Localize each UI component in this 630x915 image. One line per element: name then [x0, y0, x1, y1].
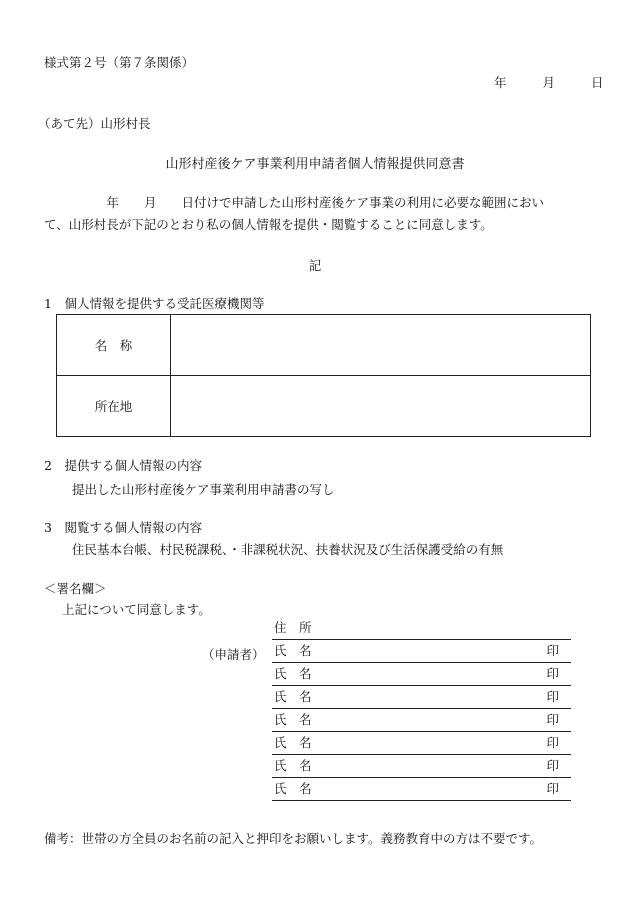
name-line[interactable] — [272, 689, 571, 709]
address-label: 住 所 — [274, 620, 312, 635]
name-line[interactable] — [272, 712, 571, 732]
address-line[interactable] — [272, 620, 571, 640]
name-line[interactable] — [272, 666, 571, 686]
date-field — [494, 77, 603, 90]
consent-text-line-1: 年 月 日付けで申請した山形村産後ケア事業の利用に必要な範囲におい — [44, 195, 545, 210]
name-line[interactable] — [272, 735, 571, 755]
name-label: 氏 名 — [274, 666, 312, 681]
name-label: 氏 名 — [274, 689, 312, 704]
seal-mark: 印 — [546, 735, 559, 750]
name-label: 氏 名 — [274, 712, 312, 727]
seal-mark: 印 — [546, 643, 559, 658]
addressee: （あて先）山形村長 — [38, 116, 151, 131]
institution-name-label: 名 称 — [57, 315, 171, 376]
name-line[interactable] — [272, 781, 571, 801]
seal-mark: 印 — [546, 781, 559, 796]
institution-address-field[interactable] — [171, 376, 591, 437]
section-2-content: 提出した山形村産後ケア事業利用申請書の写し — [72, 482, 335, 497]
table-row — [57, 315, 591, 376]
section-2-heading: 2 提供する個人情報の内容 — [44, 458, 202, 473]
institution-table — [56, 314, 591, 437]
institution-address-label: 所在地 — [57, 376, 171, 437]
seal-mark: 印 — [546, 758, 559, 773]
form-number: 様式第２号（第７条関係） — [44, 55, 195, 70]
signature-heading: ＜署名欄＞ — [44, 581, 107, 596]
section-1-heading: 1 個人情報を提供する受託医療機関等 — [44, 296, 265, 311]
name-label: 氏 名 — [274, 643, 312, 658]
name-label: 氏 名 — [274, 781, 312, 796]
section-3-content: 住民基本台帳、村民税課税、・非課税状況、扶養状況及び生活保護受給の有無 — [72, 542, 504, 557]
seal-mark: 印 — [546, 689, 559, 704]
seal-mark: 印 — [546, 666, 559, 681]
consent-text-line-2: て、山形村長が下記のとおり私の個人情報を提供・閲覧することに同意します。 — [44, 217, 493, 232]
remarks-note: 備考：世帯の方全員のお名前の記入と押印をお願いします。義務教育中の方は不要です。 — [44, 831, 543, 846]
name-line[interactable] — [272, 758, 571, 778]
date-day: 日 — [590, 75, 604, 90]
date-month: 月 — [542, 75, 555, 90]
section-3-heading: 3 閲覧する個人情報の内容 — [44, 520, 202, 535]
institution-name-field[interactable] — [171, 315, 591, 376]
signature-agree-text: 上記について同意します。 — [62, 602, 211, 617]
table-row — [57, 376, 591, 437]
name-label: 氏 名 — [274, 758, 312, 773]
ki-heading: 記 — [308, 258, 322, 273]
seal-mark: 印 — [546, 712, 559, 727]
name-line[interactable] — [272, 643, 571, 663]
date-year: 年 — [494, 75, 507, 90]
name-label: 氏 名 — [274, 735, 312, 750]
document-title: 山形村産後ケア事業利用申請者個人情報提供同意書 — [165, 157, 465, 172]
applicant-label: （申請者） — [202, 647, 265, 662]
